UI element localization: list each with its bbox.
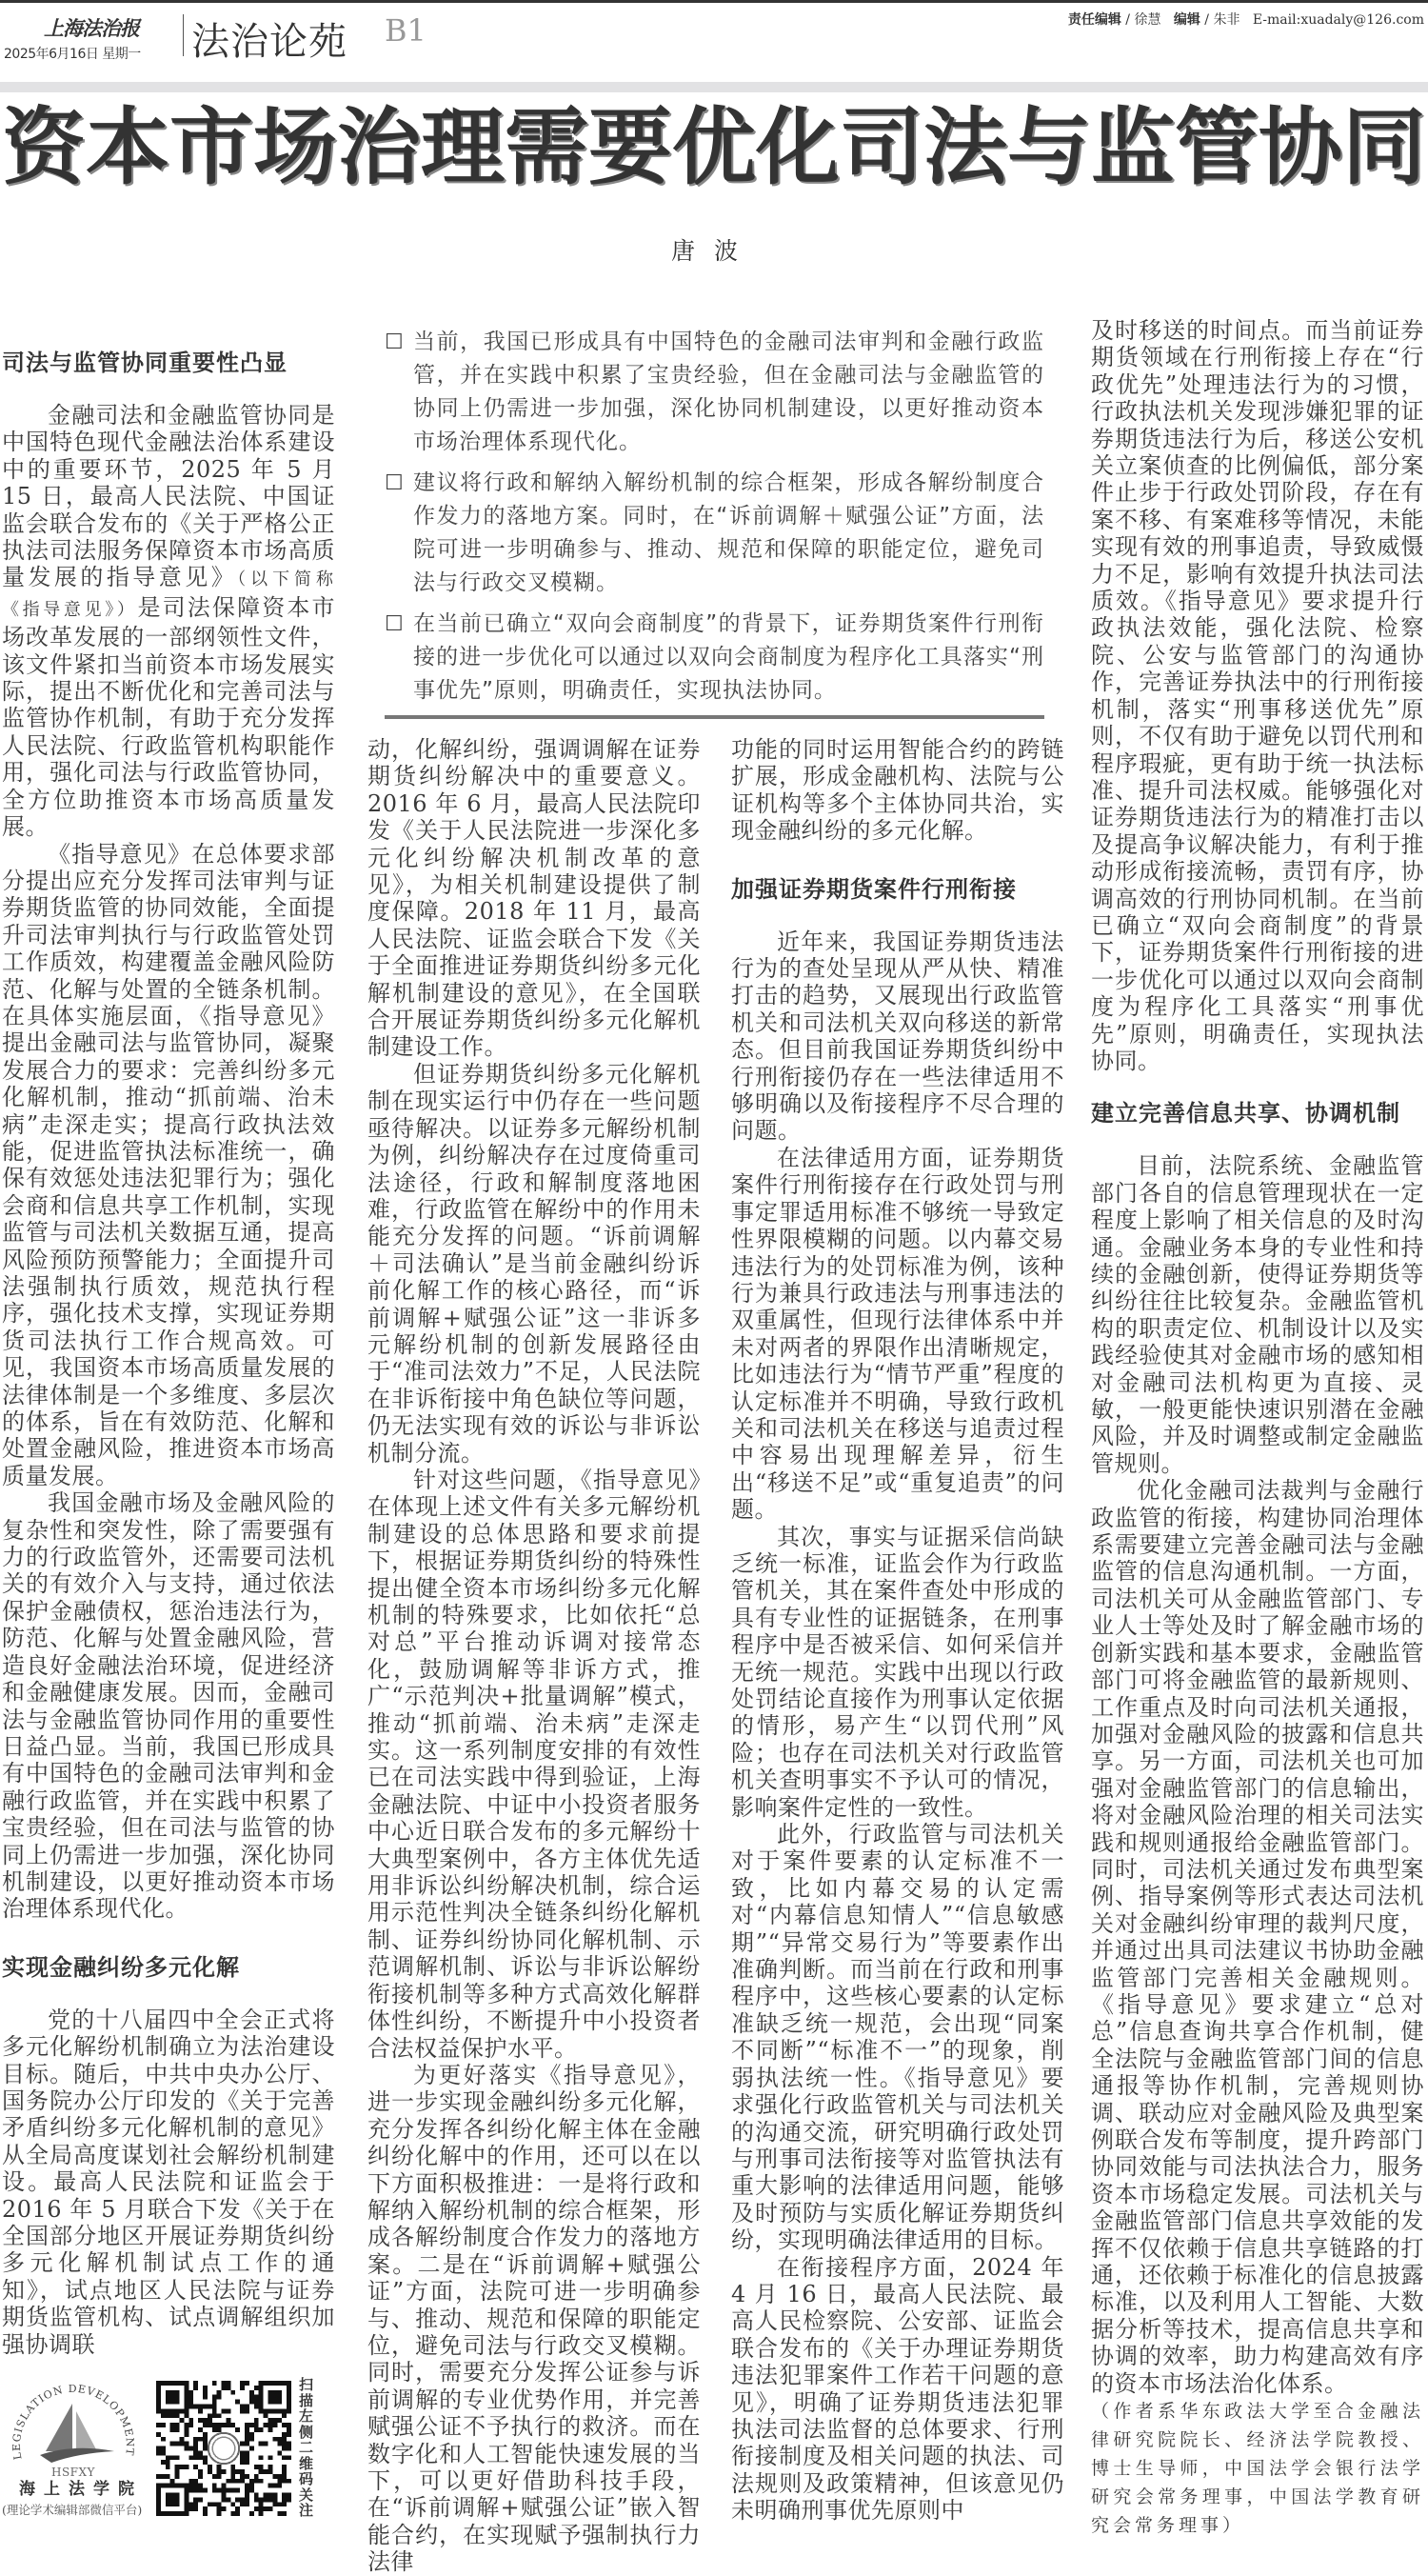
column-2 bbox=[367, 736, 701, 2576]
middle-region bbox=[367, 326, 1064, 2576]
summary-text: 在当前已确立“双向会商制度”的背景下，证券期货案件行刑衔接的进一步优化可以通过以双向会商制度为程序化工具落实“刑事优先”原则，明确责任，实现执法协同。 bbox=[413, 611, 1044, 703]
section-name: 法治论苑 bbox=[191, 20, 347, 64]
paragraph: 此外，行政监管与司法机关对于案件要素的认定标准不一致，比如内幕交易的认定需对“内幕信息知情人”“信息敏感期”“异常交易行为”等要素作出准确判断。而当前在行政和刑事程序中，这些核心要素的认定标准缺乏统一规范，会出现“同案不同断”“标准不一”的现象，削弱执法统一性。《指导意见》要求强化行政监管机关与司法机关的沟通交流，研究明确行政处罚与刑事司法衔接等对监管执法有重大影响的法律适用问题，能够及时预防与实质化解证券期货纠纷，实现明确法律适用的目标。 bbox=[731, 1821, 1064, 2254]
column-3 bbox=[731, 736, 1064, 2576]
platform-label: (理论学术编辑部微信平台) bbox=[2, 2503, 143, 2518]
paragraph: 为更好落实《指导意见》，进一步实现金融纠纷多元化解，充分发挥各纠纷化解主体在金融纠纷化解中的作用，还可以在以下方面积极推进：一是将行政和解纳入解纷机制的综合框架，形成各解纷制度合作发力的落地方案。二是在“诉前调解+赋强公证”方面，法院可进一步明确参与、推动、规范和保障的职能定位，避免司法与行政交叉模糊。同时，需要充分发挥公证参与诉前调解的专业优势作用，并完善赋强公证不予执行的救济。而在数字化和人工智能快速发展的当下，可以更好借助科技手段，在“诉前调解+赋强公证”嵌入智能合约，在实现赋予强制执行力法律 bbox=[367, 2061, 701, 2576]
summary-item bbox=[385, 608, 1044, 708]
paragraph: 近年来，我国证券期货违法行为的查处呈现从严从快、精准打击的趋势，又展现出行政监管机关和司法机关双向移送的新常态。但目前我国证券期货纠纷中行刑衔接仍存在一些法律适用不够明确以及衔接程序不尽合理的问题。 bbox=[731, 928, 1064, 1145]
qr-code[interactable] bbox=[156, 2381, 291, 2516]
paragraph: 功能的同时运用智能合约的跨链扩展，形成金融机构、法院与公证机构等多个主体协同共治，实现金融纠纷的多元化解。 bbox=[731, 736, 1064, 845]
newspaper-logo: 上海法治报 bbox=[44, 16, 139, 40]
section-heading: 实现金融纠纷多元化解 bbox=[2, 1953, 240, 1981]
sail-icon bbox=[76, 2411, 97, 2451]
summary-item bbox=[385, 467, 1044, 600]
sail-icon bbox=[46, 2404, 72, 2451]
summary-box-rule bbox=[385, 715, 1044, 719]
masthead-divider bbox=[183, 14, 184, 56]
square-bullet-icon: ☐ bbox=[385, 330, 404, 354]
editor-label: 责任编辑 bbox=[1067, 12, 1121, 28]
paragraph: 优化金融司法裁判与金融行政监管的衔接，构建协同治理体系需要建立完善金融司法与金融监管的信息沟通机制。一方面，司法机关可从金融监管部门、专业人士等处及时了解金融市场的创新实践和基本要求，金融监管部门可将金融监管的最新规则、工作重点及时向司法机关通报，加强对金融风险的披露和信息共享。另一方面，司法机关也可加强对金融监管部门的信息输出，将对金融风险治理的相关司法实践和规则通报给金融监管部门。同时，司法机关通过发布典型案例、指导案例等形式表达司法机关对金融纠纷审理的裁判尺度，并通过出具司法建议书协助金融监管部门完善相关金融规则。《指导意见》要求建立“总对总”信息查询共享合作机制，健全法院与金融监管部门间的信息通报等协作机制，完善规则协调、联动应对金融风险及典型案例联合发布等制度，提升跨部门协同效能与司法执法合力，服务资本市场稳定发展。司法机关与金融监管部门信息共享效能的发挥不仅依赖于信息共享链路的打通，还依赖于标准化的信息披露标准，以及利用人工智能、大数据分析等技术，提高信息共享和协调的效率，助力构建高效有序的资本市场法治化体系。 bbox=[1091, 1477, 1424, 2397]
summary-text: 建议将行政和解纳入解纷机制的综合框架，形成各解纷制度合作发力的落地方案。同时，在“诉前调解＋赋强公证”方面，法院可进一步明确参与、推动、规范和保障的职能定位，避免司法与行政交叉模糊。 bbox=[413, 470, 1044, 595]
paragraph: 其次，事实与证据采信尚缺乏统一标准，证监会作为行政监管机关，其在案件查处中形成的具有专业性的证据链条，在刑事程序中是否被采信、如何采信并无统一规范。实践中出现以行政处罚结论直接作为刑事认定依据的情形，易产生“以罚代刑”风险；也存在司法机关对行政监管机关查明事实不予认可的情况，影响案件定性的一致性。 bbox=[731, 1523, 1064, 1821]
paragraph-text: 金融司法和金融监管协同是中国特色现代金融法治体系建设中的重要环节，2025 年 5 月 15 日，最高人民法院、中国证监会联合发布的《关于严格公正执法司法服务保障资本市场高质量发展的指导意见》 bbox=[2, 402, 335, 591]
paragraph: 我国金融市场及金融风险的复杂性和突发性，除了需要强有力的行政监管外，还需要司法机关的有效介入与支持，通过依法保护金融债权，惩治违法行为，防范、化解与处置金融风险，营造良好金融法治环境，促进经济和金融健康发展。因而，金融司法与金融监管协同作用的重要性日益凸显。当前，我国已形成具有中国特色的金融司法审判和金融行政监管，并在实践中积累了宝贵经验，但在司法与监管的协同上仍需进一步加强，深化协同机制建设，以更好推动资本市场治理体系现代化。 bbox=[2, 1489, 335, 1923]
summary-box bbox=[385, 326, 1044, 719]
scan-hint: 扫描左侧二维码关注 bbox=[299, 2376, 314, 2520]
summary-text: 当前，我国已形成具有中国特色的金融司法审判和金融行政监管，并在实践中积累了宝贵经验，但在金融司法与金融监管的协同上仍需进一步加强，深化协同机制建设，以更好推动资本市场治理体系现代化。 bbox=[413, 329, 1044, 454]
article-author: 唐波 bbox=[670, 237, 757, 265]
article-title: 资本市场治理需要优化司法与监管协同 bbox=[1, 97, 1426, 196]
issue-date: 2025年6月16日 星期一 bbox=[4, 47, 141, 62]
paragraph bbox=[2, 402, 335, 841]
abbreviation-note: （以下简称《指导意见》） bbox=[2, 569, 336, 620]
paragraph: 《指导意见》在总体要求部分提出应充分发挥司法审判与证券期货监管的协同效能，全面提升司法审判执行与行政监管处罚工作质效，构建覆盖金融风险防范、化解与处置的全链条机制。在具体实施层面，《指导意见》提出金融司法与监管协同，凝聚发展合力的要求：完善纠纷多元化解机制，推动“抓前端、治未病”走深走实；提高行政执法效能，促进监管执法标准统一，确保有效惩处违法犯罪行为；强化会商和信息共享工作机制，实现监管与司法机关数据互通，提高风险预防预警能力；全面提升司法强制执行质效，规范执行程序，强化技术支撑，实现证券期货司法执行工作合规高效。可见，我国资本市场高质量发展的法律体制是一个多维度、多层次的体系，旨在有效防范、化解和处置金融风险，推进资本市场高质量发展。 bbox=[2, 840, 335, 1489]
editor-credits: 责任编辑 / 徐慧 编辑 / 朱非 E-mail:xuadaly@126.com bbox=[1067, 12, 1424, 28]
wechat-promo bbox=[2, 2375, 326, 2527]
editor2-label: 编辑 bbox=[1173, 12, 1200, 28]
paragraph: 及时移送的时间点。而当前证券期货领域在行刑衔接上存在“行政优先”处理违法行为的习惯，行政执法机关发现涉嫌犯罪的证券期货违法行为后，移送公安机关立案侦查的比例偏低，部分案件止步于行政处罚阶段，存在有案不移、有案难移等情况，未能实现有效的刑事追责，导致威慑力不足，影响有效提升执法司法质效。《指导意见》要求提升行政执法效能，强化法院、检察院、公安与监管部门的沟通协作，完善证券执法中的行刑衔接机制，落实“刑事移送优先”原则，不仅有助于避免以罚代刑和程序瑕疵，更有助于统一执法标准、提升司法权威。能够强化对证券期货违法行为的精准打击以及提高争议解决能力，有利于推动形成衔接流畅，责罚有序，协调高效的行刑协同机制。在当前已确立“双向会商制度”的背景下，证券期货案件行刑衔接的进一步优化可以通过以双向会商制度为程序化工具落实“刑事优先”原则，明确责任，实现执法协同。 bbox=[1091, 317, 1424, 1074]
author-bio: （作者系华东政法大学至合金融法律研究院院长、经济法学院教授、博士生导师，中国法学会银行法学研究会常务理事，中国法学教育研究会常务理事） bbox=[1091, 2401, 1424, 2537]
institute-emblem bbox=[2, 2375, 145, 2480]
paragraph: 针对这些问题，《指导意见》在体现上述文件有关多元解纷机制建设的总体思路和要求前提下，根据证券期货纠纷的特殊性提出健全资本市场纠纷多元化解机制的特殊要求，比如依托“总对总”平台推动诉调对接常态化，鼓励调解等非诉方式，推广“示范判决+批量调解”模式，推动“抓前端、治未病”走深走实。这一系列制度安排的有效性已在司法实践中得到验证，上海金融法院、中证中小投资者服务中心近日联合发布的多元解纷十大典型案例中，各方主体优先适用非诉讼纠纷解决机制，综合运用示范性判决全链条纠纷化解机制、证券纠纷协同化解机制、示范调解机制、诉讼与非诉讼解纷衔接机制等多种方式高效化解群体性纠纷，不断提升中小投资者合法权益保护水平。 bbox=[367, 1466, 701, 2062]
top-rule bbox=[0, 0, 1428, 3]
institute-name: 海上法学院 bbox=[19, 2480, 143, 2500]
editor-email: E-mail:xuadaly@126.com bbox=[1252, 12, 1424, 28]
paragraph: 党的十八届四中全会正式将多元化解纷机制确立为法治建设目标。随后，中共中央办公厅、国务院办公厅印发的《关于完善矛盾纠纷多元化解机制的意见》从全局高度谋划社会解纷机制建设。最高人民法院和证监会于 2016 年 5 月联合下发《关于在全国部分地区开展证券期货纠纷多元化解机制试点工作的通知》，试点地区人民法院与证券期货监管机构、试点调解组织加强协调联 bbox=[2, 2006, 335, 2358]
paragraph: 在法律适用方面，证券期货案件行刑衔接存在行政处罚与刑事定罪适用标准不够统一导致定性界限模糊的问题。以内幕交易违法行为的处罚标准为例，该种行为兼具行政违法与刑事违法的双重属性，但现行法律体系中并未对两者的界限作出清晰规定，比如违法行为“情节严重”程度的认定标准并不明确，导致行政机关和司法机关在移送与追责过程中容易出现理解差异，衍生出“移送不足”或“重复追责”的问题。 bbox=[731, 1144, 1064, 1524]
editor-name: 徐慧 bbox=[1134, 12, 1161, 28]
paragraph-text: 是司法保障资本市场改革发展的一部纲领性文件，该文件紧扣当前资本市场发展实际，提出不断优化和完善司法与监管协作机制，有助于充分发挥人民法院、行政监管机构职能作用，强化司法与行政监管协同，全方位助推资本市场高质量发展。 bbox=[2, 593, 335, 841]
section-heading: 加强证券期货案件行刑衔接 bbox=[731, 875, 1017, 903]
square-bullet-icon: ☐ bbox=[385, 471, 404, 495]
section-heading: 司法与监管协同重要性凸显 bbox=[2, 349, 288, 376]
paragraph: 动，化解纠纷，强调调解在证券期货纠纷解决中的重要意义。2016 年 6 月，最高人民法院印发《关于人民法院进一步深化多元化纠纷解决机制改革的意见》，为相关机制建设提供了制度保障。2018 年 11 月，最高人民法院、证监会联合下发《关于全面推进证券期货纠纷多元化解机制建设的意见》，在全国联合开展证券期货纠纷多元化解机制建设工作。 bbox=[367, 736, 701, 1061]
emblem-text: LEGISLATION DEVELOPMENT bbox=[10, 2382, 137, 2461]
paragraph: 目前，法院系统、金融监管部门各自的信息管理现状在一定程度上影响了相关信息的及时沟通。金融业务本身的专业性和持续的金融创新，使得证券期货等纠纷往往比较复杂。金融监管机构的职责定位、机制设计以及实践经验使其对金融市场的感知相对金融司法机构更为直接、灵敏，一般更能快速识别潜在金融风险，并及时调整或制定金融监管规则。 bbox=[1091, 1152, 1424, 1477]
paragraph: 但证券期货纠纷多元化解机制在现实运行中仍存在一些问题亟待解决。以证券多元解纷机制为例，纠纷解决存在过度倚重司法途径，行政和解制度落地困难，行政监管在解纷中的作用未能充分发挥的问题。“诉前调解＋司法确认”是当前金融纠纷诉前化解工作的核心路径，而“诉前调解+赋强公证”这一非诉多元解纷机制的创新发展路径由于“准司法效力”不足，人民法院在非诉衔接中角色缺位等问题，仍无法实现有效的诉讼与非诉讼机制分流。 bbox=[367, 1060, 701, 1467]
emblem-abbr: HSFXY bbox=[51, 2466, 95, 2480]
summary-item bbox=[385, 326, 1044, 459]
editor2-name: 朱非 bbox=[1213, 12, 1240, 28]
page-number: B1 bbox=[385, 12, 426, 49]
column-1 bbox=[2, 349, 335, 2527]
middle-columns bbox=[367, 736, 1064, 2576]
square-bullet-icon: ☐ bbox=[385, 612, 404, 636]
paragraph: 在衔接程序方面，2024 年 4 月 16 日，最高人民法院、最高人民检察院、公安部、证监会联合发布的《关于办理证券期货违法犯罪案件工作若干问题的意见》，明确了证券期货违法犯罪执法司法监督的总体要求、行刑衔接制度及相关问题的执法、司法规则及政策精神，但该意见仍未明确刑事优先原则中 bbox=[731, 2253, 1064, 2525]
masthead-band bbox=[0, 82, 1428, 92]
column-4 bbox=[1091, 317, 1424, 2540]
section-heading: 建立完善信息共享、协调机制 bbox=[1091, 1100, 1400, 1128]
